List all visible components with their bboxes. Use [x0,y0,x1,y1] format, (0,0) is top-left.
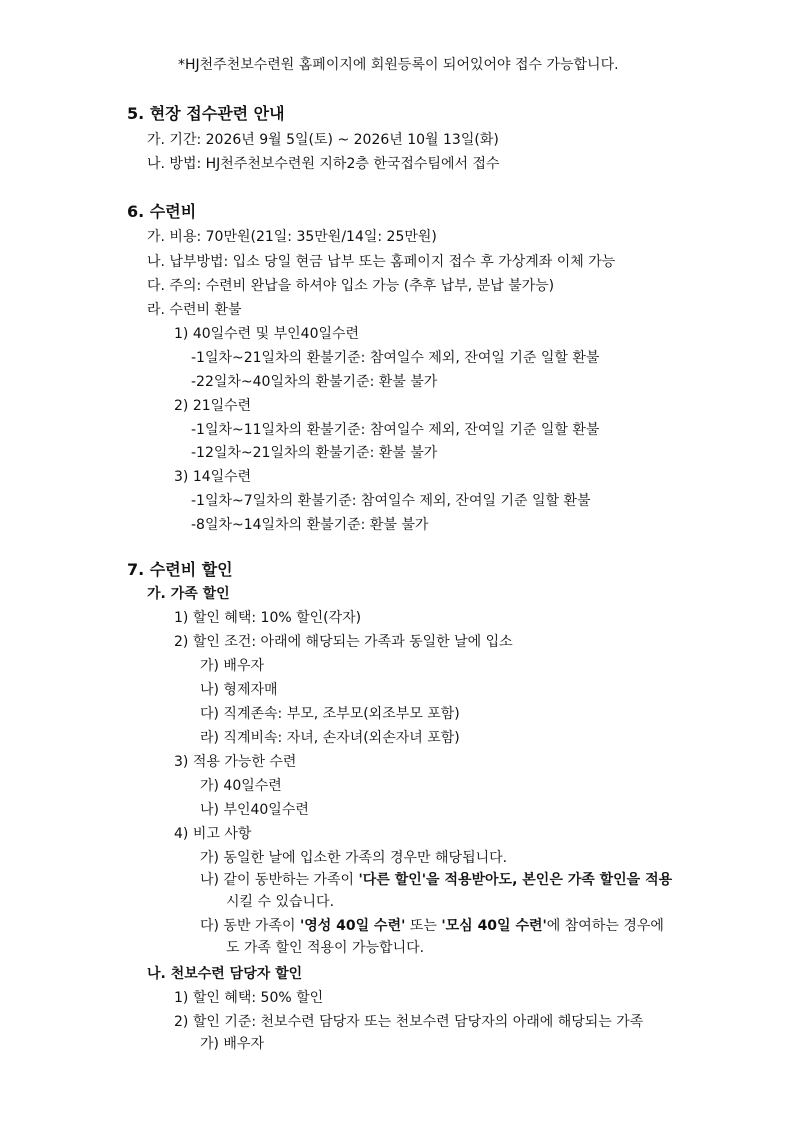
staff-discount-heading: 나. 천보수련 담당자 할인 [147,966,303,982]
remark-companion-cont: 도 가족 할인 적용이 가능합니다. [226,940,425,956]
refund-14day-rule-2: -8일차~14일차의 환불기준: 환불 불가 [191,517,429,533]
refund-21day-heading: 2) 21일수련 [174,398,252,414]
condition-siblings: 나) 형제자매 [200,682,278,698]
refund-40day-heading: 1) 40일수련 및 부인40일수련 [174,326,360,342]
staff-discount-benefit: 1) 할인 혜택: 50% 할인 [174,990,324,1006]
remark-other-discount-cont: 시킬 수 있습니다. [226,894,335,910]
remarks-heading: 4) 비고 사항 [174,826,252,842]
refund-21day-rule-2: -12일차~21일차의 환불기준: 환불 불가 [191,445,438,461]
refund-21day-rule-1: -1일차~11일차의 환불기준: 참여일수 제외, 잔여일 기준 일할 환불 [191,422,600,438]
condition-descendants: 라) 직계비속: 자녀, 손자녀(외손자녀 포함) [200,730,460,746]
remark-other-discount [200,870,672,890]
registration-notice: *HJ천주천보수련원 홈페이지에 회원등록이 되어있어야 접수 가능합니다. [178,57,619,73]
family-discount-condition: 2) 할인 조건: 아래에 해당되는 가족과 동일한 날에 입소 [174,634,513,650]
fee-cost: 가. 비용: 70만원(21일: 35만원/14일: 25만원) [147,229,437,245]
condition-spouse: 가) 배우자 [200,658,265,674]
family-discount-heading: 가. 가족 할인 [147,586,230,602]
fee-caution: 다. 주의: 수련비 완납을 하셔야 입소 가능 (추후 납부, 분납 불가능) [147,278,555,294]
refund-14day-heading: 3) 14일수련 [174,469,252,485]
remark-other-discount-emphasis: '다른 할인'을 적용받아도, 본인은 가족 할인을 적용 [358,872,673,888]
remark-same-day: 가) 동일한 날에 입소한 가족의 경우만 해당됩니다. [200,850,508,866]
family-discount-benefit: 1) 할인 혜택: 10% 할인(각자) [174,610,362,626]
remark-companion-tail: 에 참여하는 경우에 [546,918,664,934]
section-7-title: 7. 수련비 할인 [127,560,233,579]
fee-payment-method: 나. 납부방법: 입소 당일 현금 납부 또는 홈페이지 접수 후 가상계좌 이체 가능 [147,254,616,270]
onsite-period: 가. 기간: 2026년 9월 5일(토) ~ 2026년 10월 13일(화) [147,132,499,148]
onsite-method: 나. 방법: HJ천주천보수련원 지하2층 한국접수팀에서 접수 [147,156,500,172]
remark-other-discount-lead: 나) 같이 동반하는 가족이 [200,872,359,888]
refund-40day-rule-1: -1일차~21일차의 환불기준: 참여일수 제외, 잔여일 기준 일할 환불 [191,350,600,366]
applicable-40day: 가) 40일수련 [200,778,282,794]
remark-companion-prog-2: '모심 40일 수련' [441,918,547,934]
refund-40day-rule-2: -22일차~40일차의 환불기준: 환불 불가 [191,374,438,390]
section-6-title: 6. 수련비 [127,202,197,221]
fee-refund-heading: 라. 수련비 환불 [147,302,242,318]
applicable-wife-40day: 나) 부인40일수련 [200,802,309,818]
applicable-programs-heading: 3) 적용 가능한 수련 [174,754,297,770]
section-5-title: 5. 현장 접수관련 안내 [127,104,285,123]
remark-companion-lead: 다) 동반 가족이 [200,918,300,934]
staff-criteria-spouse: 가) 배우자 [200,1036,265,1052]
remark-companion-prog-1: '영성 40일 수련' [299,918,406,934]
remark-companion-program [200,916,664,936]
refund-14day-rule-1: -1일차~7일차의 환불기준: 참여일수 제외, 잔여일 기준 일할 환불 [191,493,591,509]
staff-discount-criteria: 2) 할인 기준: 천보수련 담당자 또는 천보수련 담당자의 아래에 해당되는 가족 [174,1014,644,1030]
condition-ascendants: 다) 직계존속: 부모, 조부모(외조부모 포함) [200,706,460,722]
remark-companion-or: 또는 [405,918,442,934]
